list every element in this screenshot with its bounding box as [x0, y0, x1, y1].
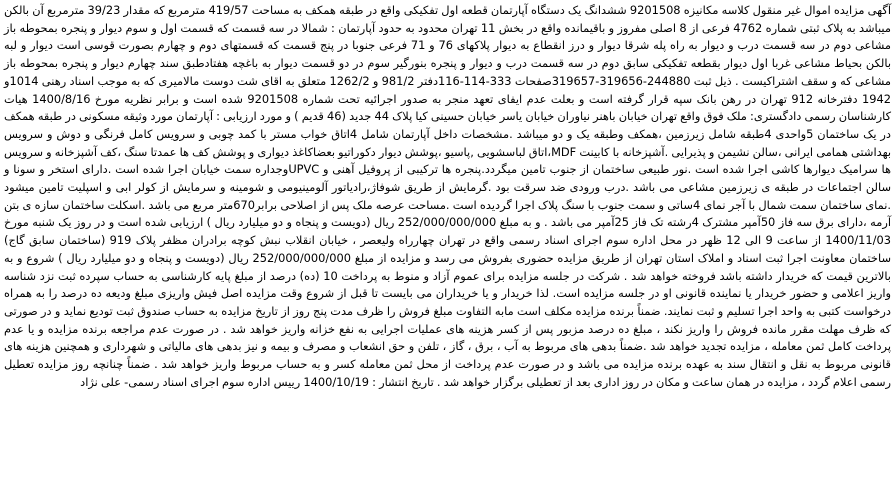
notice-line: سمت جنوب با سنگ پلاک اجرا گردیده است .مساحت عرصه ملک پس از اصلاحی برابر670متر مربع می باشد .اسکلت ساختمان سازه ی بتن آرمه ،دارای برق سه فاز 50آمپر: [4, 197, 891, 230]
notice-line: تامین میگردد.پنجره ها ترکیبی از پروفیل آهنی و UPVCوجداره سمت خیابان اجرا شده است .دارای استخر و سونا و سالن اجتماعات در طبقه ی زیرزمین مشاعی می باشد .درب: [4, 162, 891, 195]
notice-line: ,پاسیو ،پوشش دیوار دکوراتیو بعضاکاغذ دیواری و پوشش کف ها عمدتا سنگ ،کف آشپزخانه و سرویس ها سرامیک دیوارها کاشی اجرا شده است .نور طبیعی ساختمان از جنوب: [4, 144, 892, 177]
notice-line: مشترک 4رشته تک فاز 25آمپر می باشد . و به مبلغ 252/000/000/000 ریال (دویست و پنجاه و دو میلیارد ریال ) ارزیابی شده است و در روز یک شنبه مورخ 1400/11/03 از: [4, 215, 892, 248]
notice-line: (46 قدیم ) و مورد ارزیابی : آپارتمان مورد وثیقه مسکونی در طبقه همکف در یک ساختمان 5واحدی 4طبقه شامل زیرزمین ،همکف وطبقه یک و دو میباشد .مشخصات داخل آپارتمان: [4, 109, 891, 141]
notice-line: شامل 4اتاق خواب مستر با کمد چوبی و سرویس کامل فرنگی و دوش و سرویس بهداشتی همامی ایرانی ،سالن نشیمن و پذیرایی .آشپزخانه با کابینت MDF،اتاق لباسشویی: [4, 126, 892, 159]
notice-line: آن بالکن میباشد به پلاک ثبتی شماره 4762 فرعی از 8 اصلی مفروز و باقیمانده واقع در بخش 11 تهران محدود به حدود آپارتمان : شمالا در سه قسمت که قسمت اول و سوم دیوار: [4, 3, 891, 35]
notice-line: آگهی مزایده اموال غیر منقول کلاسه مکانیزه 9201508 ششدانگ یک دستگاه آپارتمان قطعه اول تفکیکی واقع در طبقه همکف به مساحت 419/57 مترمربع که مقدار 39/23 مترمربع: [46, 3, 891, 17]
notice-line: 1400/10/19 رییس اداره سوم اجرای اسناد رسمی- علی نژاد: [80, 374, 369, 389]
notice-line: دوست مالامیری که به موجب اسناد رهنی 1014و 1942 دفترخانه 912 تهران در رهن بانک سپه قرار گرفته است و بعلت عدم ایفای تعهد منجر به صدور اجرائیه تحت شماره: [4, 73, 891, 106]
notice-line: صندوق ثبت تودیع نماید و در صورتی که ظرف مهلت مقرر مانده فروش را واریز نکند ، مبلغ ده درصد مزبور پس از کسر هزینه های عملیات اجرایی به نفع خزانه واریز خواهد شد . در: [4, 303, 892, 336]
notice-line: معاونت اجرا ثبت اسناد و املاک استان تهران از طریق مزایده حضوری بفروش می رسد و مزایده از مبلغ 252/000/000/000 ریال (دویست و پنجاه و دو میلیارد ریال ) شروع و به: [4, 250, 846, 265]
notice-line: 9201508 شده است و برابر نظریه مورخ 1400/8/16 هیات کارشناسان رسمی دادگستری: ملک فوق واقع تهران خیابان باهنر نیاوران خیابان یاسر خیابان حسینی کیا پلاک 44 جدید: [4, 91, 892, 124]
notice-line: به حساب مربوط واریز خواهد شد . ضمناً چنانچه روز مزایده تعطیل رسمی اعلام گردد ، مزایده در همان ساعت و مکان در روز اداری بعد از تعطیلی برگزار خواهد شد . تاریخ انتشار :: [4, 357, 891, 389]
notice-line: ساعت 9 الی 12 ظهر در محل اداره سوم اجرای اسناد رسمی واقع در تهران چهارراه ولیعصر ، خیابان انقلاب نبش کوچه برادران مظفر پلاک 919 (ساختمان سابق گاج) ساختمان: [4, 233, 891, 265]
notice-line: صورت عدم مراجعه برنده مزایده و یا عدم پرداخت کامل ثمن معامله ، مزایده تجدید خواهد شد .ضمناً بدهی های مربوط به آب ، برق ، گاز ، تلفن و حق انشعاب و مصرف و بیمه و: [4, 321, 891, 354]
notice-line: بصورت قوسی است دیوار و لبه بالکن بحیاط مشاعی غربا اول دیوار بقطعه تفکیکی سابق دوم در سه قسمت درب و دیوار و پنجره بنورگیر سوم در دو قسمت دیوار به باغچه هفتادطبق: [4, 38, 891, 71]
notice-line: سند چهارم دیوار و پنجره بمحوطه باز مشاعی که و سقف اشتراکیست . ذیل ثبت 244880-319656-319657صفحات 333-114-116دفتر 981/2 و 1262/2 متعلق به اقای شت: [4, 56, 892, 88]
notice-line: بالاترین قیمت که خریدار داشته باشد فروخته خواهد شد . شرکت در جلسه مزایده برای عموم آزاد و منوط به پرداخت 10 (ده) درصد از مبلغ پایه کارشناسی به حساب سپرده ثبت نزد: [39, 268, 891, 283]
notice-line: ورودی ضد سرقت بود .گرمایش از طریق شوفاژ،رادیاتور آلومینیومی و شومینه و سرمایش از کولر ابی و اسپلیت تامین میشود .نمای ساختمان سمت شمال با آجر نمای 4ساتی و: [4, 180, 891, 212]
notice-line: نیز بدهی های مالیاتی و شهرداری و همچنین هزینه های قانونی مربوط به نقل و انتقال سند به عهده برنده مزایده می باشد و در صورت عدم پرداخت از محل ثمن معامله کسر و: [4, 339, 891, 372]
notice-line: درصد را به همراه درخواست کتبی به واحد اجرا تسلیم و ثبت نمایند. ضمناً برنده مزایده مکلف است مابه التفاوت مبلغ فروش را ظرف مدت پنج روز از تاریخ مزایده به حساب: [4, 286, 891, 318]
notice-line: و پنجره بمحوطه باز مشاعی دوم در سه قسمت درب و دیوار به راه پله شرقا دیوار و درز انقطاع به دیوار پلاکهای 76 و 71 فرعی جنوبا در پنج قسمت که قسمتهای دوم و چهارم: [4, 20, 891, 53]
notice-line: شناسه واریز اعلامی و حضور خریدار یا نماینده قانونی او در جلسه مزایده است. لذا خریدار و یا خریداران می بایست تا قبل از شروع وقت مزایده اصل فیش واریزی مبلغ ودیعه ده: [4, 268, 892, 301]
